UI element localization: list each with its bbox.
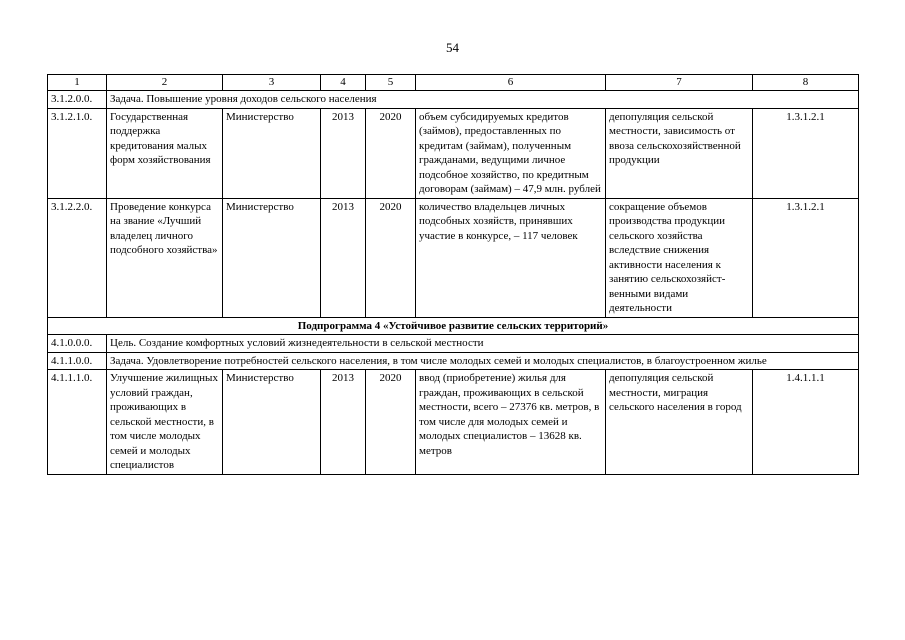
task-text: Задача. Повышение уровня доходов сельского населения [107,91,859,109]
measure-name: Государственная поддержка кредитования малых форм хозяйствования [107,108,223,198]
table-row [48,108,859,198]
end-year: 2020 [366,108,416,198]
table-row [48,317,859,335]
column-header: 1 [48,75,107,91]
measure-name: Улучшение жилищных условий граждан, проживающих в сельской местности, в том числе молодых семей и молодых специалистов [107,370,223,475]
end-year: 2020 [366,198,416,317]
row-code: 3.1.2.0.0. [48,91,107,109]
column-header: 7 [606,75,753,91]
column-header: 2 [107,75,223,91]
row-code: 3.1.2.2.0. [48,198,107,317]
row-code: 3.1.2.1.0. [48,108,107,198]
consequence: сокращение объемов производства продукции сельского хозяйства вследствие снижения активности населения к занятию сельскохозяйст-венными видами деятельности [606,198,753,317]
column-header: 8 [753,75,859,91]
task-text: Задача. Удовлетворение потребностей сельского населения, в том числе молодых семей и молодых специалистов, в благоустроенном жилье [107,352,859,370]
indicator: ввод (приобретение) жилья для граждан, проживающих в сельской местности, всего – 27376 кв. метров, в том числе для молодых семей и молодых специалистов – 13628 кв. метров [416,370,606,475]
start-year: 2013 [321,370,366,475]
indicator: объем субсидируемых кредитов (займов), предоставленных по кредитам (займам), полученным гражданами, ведущими личное подсобное хозяйство, по кредитным договорам (займам) – 47,9 млн. рублей [416,108,606,198]
start-year: 2013 [321,108,366,198]
column-header: 5 [366,75,416,91]
column-header: 4 [321,75,366,91]
start-year: 2013 [321,198,366,317]
link-code: 1.4.1.1.1 [753,370,859,475]
goal-text: Цель. Создание комфортных условий жизнедеятельности в сельской местности [107,335,859,353]
consequence: депопуляция сельской местности, зависимость от ввоза сельскохозяйственной продукции [606,108,753,198]
subprogram-title: Подпрограмма 4 «Устойчивое развитие сельских территорий» [48,317,859,335]
measure-name: Проведение конкурса на звание «Лучший владелец личного подсобного хозяйства» [107,198,223,317]
page-number: 54 [446,40,459,55]
executor: Министерство [223,108,321,198]
table-row [48,370,859,475]
indicator: количество владельцев личных подсобных хозяйств, принявших участие в конкурсе, – 117 человек [416,198,606,317]
executor: Министерство [223,198,321,317]
table-row [48,352,859,370]
row-code: 4.1.1.1.0. [48,370,107,475]
consequence: депопуляция сельской местности, миграция сельского населения в город [606,370,753,475]
column-header: 6 [416,75,606,91]
executor: Министерство [223,370,321,475]
row-code: 4.1.1.0.0. [48,352,107,370]
header-row [48,75,859,91]
row-code: 4.1.0.0.0. [48,335,107,353]
table-row [48,198,859,317]
program-table [47,74,859,475]
link-code: 1.3.1.2.1 [753,108,859,198]
column-header: 3 [223,75,321,91]
end-year: 2020 [366,370,416,475]
table-row [48,91,859,109]
table-row [48,335,859,353]
link-code: 1.3.1.2.1 [753,198,859,317]
